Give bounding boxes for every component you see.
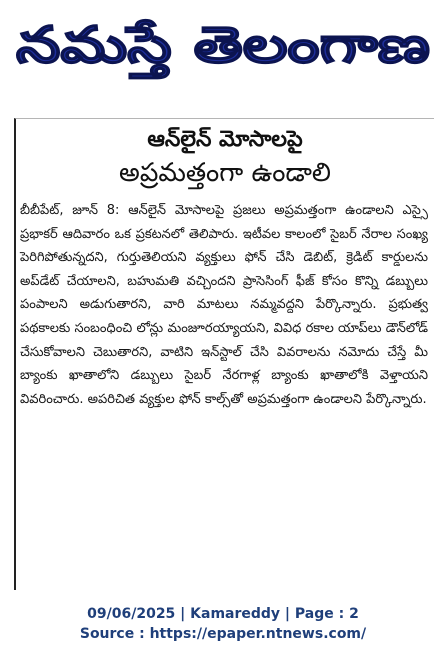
footer-date-edition: 09/06/2025 | Kamareddy | Page : 2 — [87, 606, 359, 622]
newspaper-logo — [8, 4, 438, 82]
footer-source-link: Source : https://epaper.ntnews.com/ — [79, 626, 367, 642]
source-footer — [0, 604, 446, 644]
masthead-logo — [8, 4, 438, 82]
article-headline — [16, 125, 434, 191]
headline-line-2: అప్రమత్తంగా ఉండాలి — [119, 158, 331, 188]
news-clipping — [14, 118, 434, 590]
logo-wordmark: నమస్తే తెలంగాణ — [16, 16, 344, 74]
article-body: బీబీపేట్‌, జూన్‌ 8: ఆన్‌లైన్‌ మోసాలపై ప్రజలు అప్రమత్తంగా ఉండాలని ఎస్సై ప్రభాకర్‌ ఆదివారం ఒక ప్రకటనలో తెలిపారు. ఇటీవల కాలంలో సైబర్‌ నేరాల సంఖ్య పెరిగిపోతున్నదని, గుర్తుతెలియని వ్యక్తులు ఫోన్‌ చేసి డెబిట్‌, క్రెడిట్‌ కార్డులను అప్‌డేట్‌ చేయాలని, బహుమతి వచ్చిందని ప్రాసెసింగ్‌ ఫీజ్‌ కోసం కొన్ని డబ్బులు పంపాలని అడుగుతారని, వారి మాటలు నమ్మవద్దని పేర్కొన్నారు. ప్రభుత్వ పథకాలకు సంబంధించి లోన్లు మంజూరయ్యాయని, వివిధ రకాల యాప్‌లు డౌన్‌లోడ్‌ చేసుకోవాలని చెబుతారని, వాటిని ఇన్‌స్టాల్‌ చేసి వివరాలను నమోదు చేస్తే మీ బ్యాంకు ఖాతాలోని డబ్బులు సైబర్‌ నేరగాళ్ల బ్యాంకు ఖాతాలోకి వెళ్తాయని వివరించారు. అపరిచిత వ్యక్తుల ఫోన్‌ కాల్స్‌తో అప్రమత్తంగా ఉండాలని పేర్కొన్నారు. — [20, 203, 428, 407]
headline-line-1: ఆన్‌లైన్‌ మోసాలపై — [147, 127, 303, 152]
